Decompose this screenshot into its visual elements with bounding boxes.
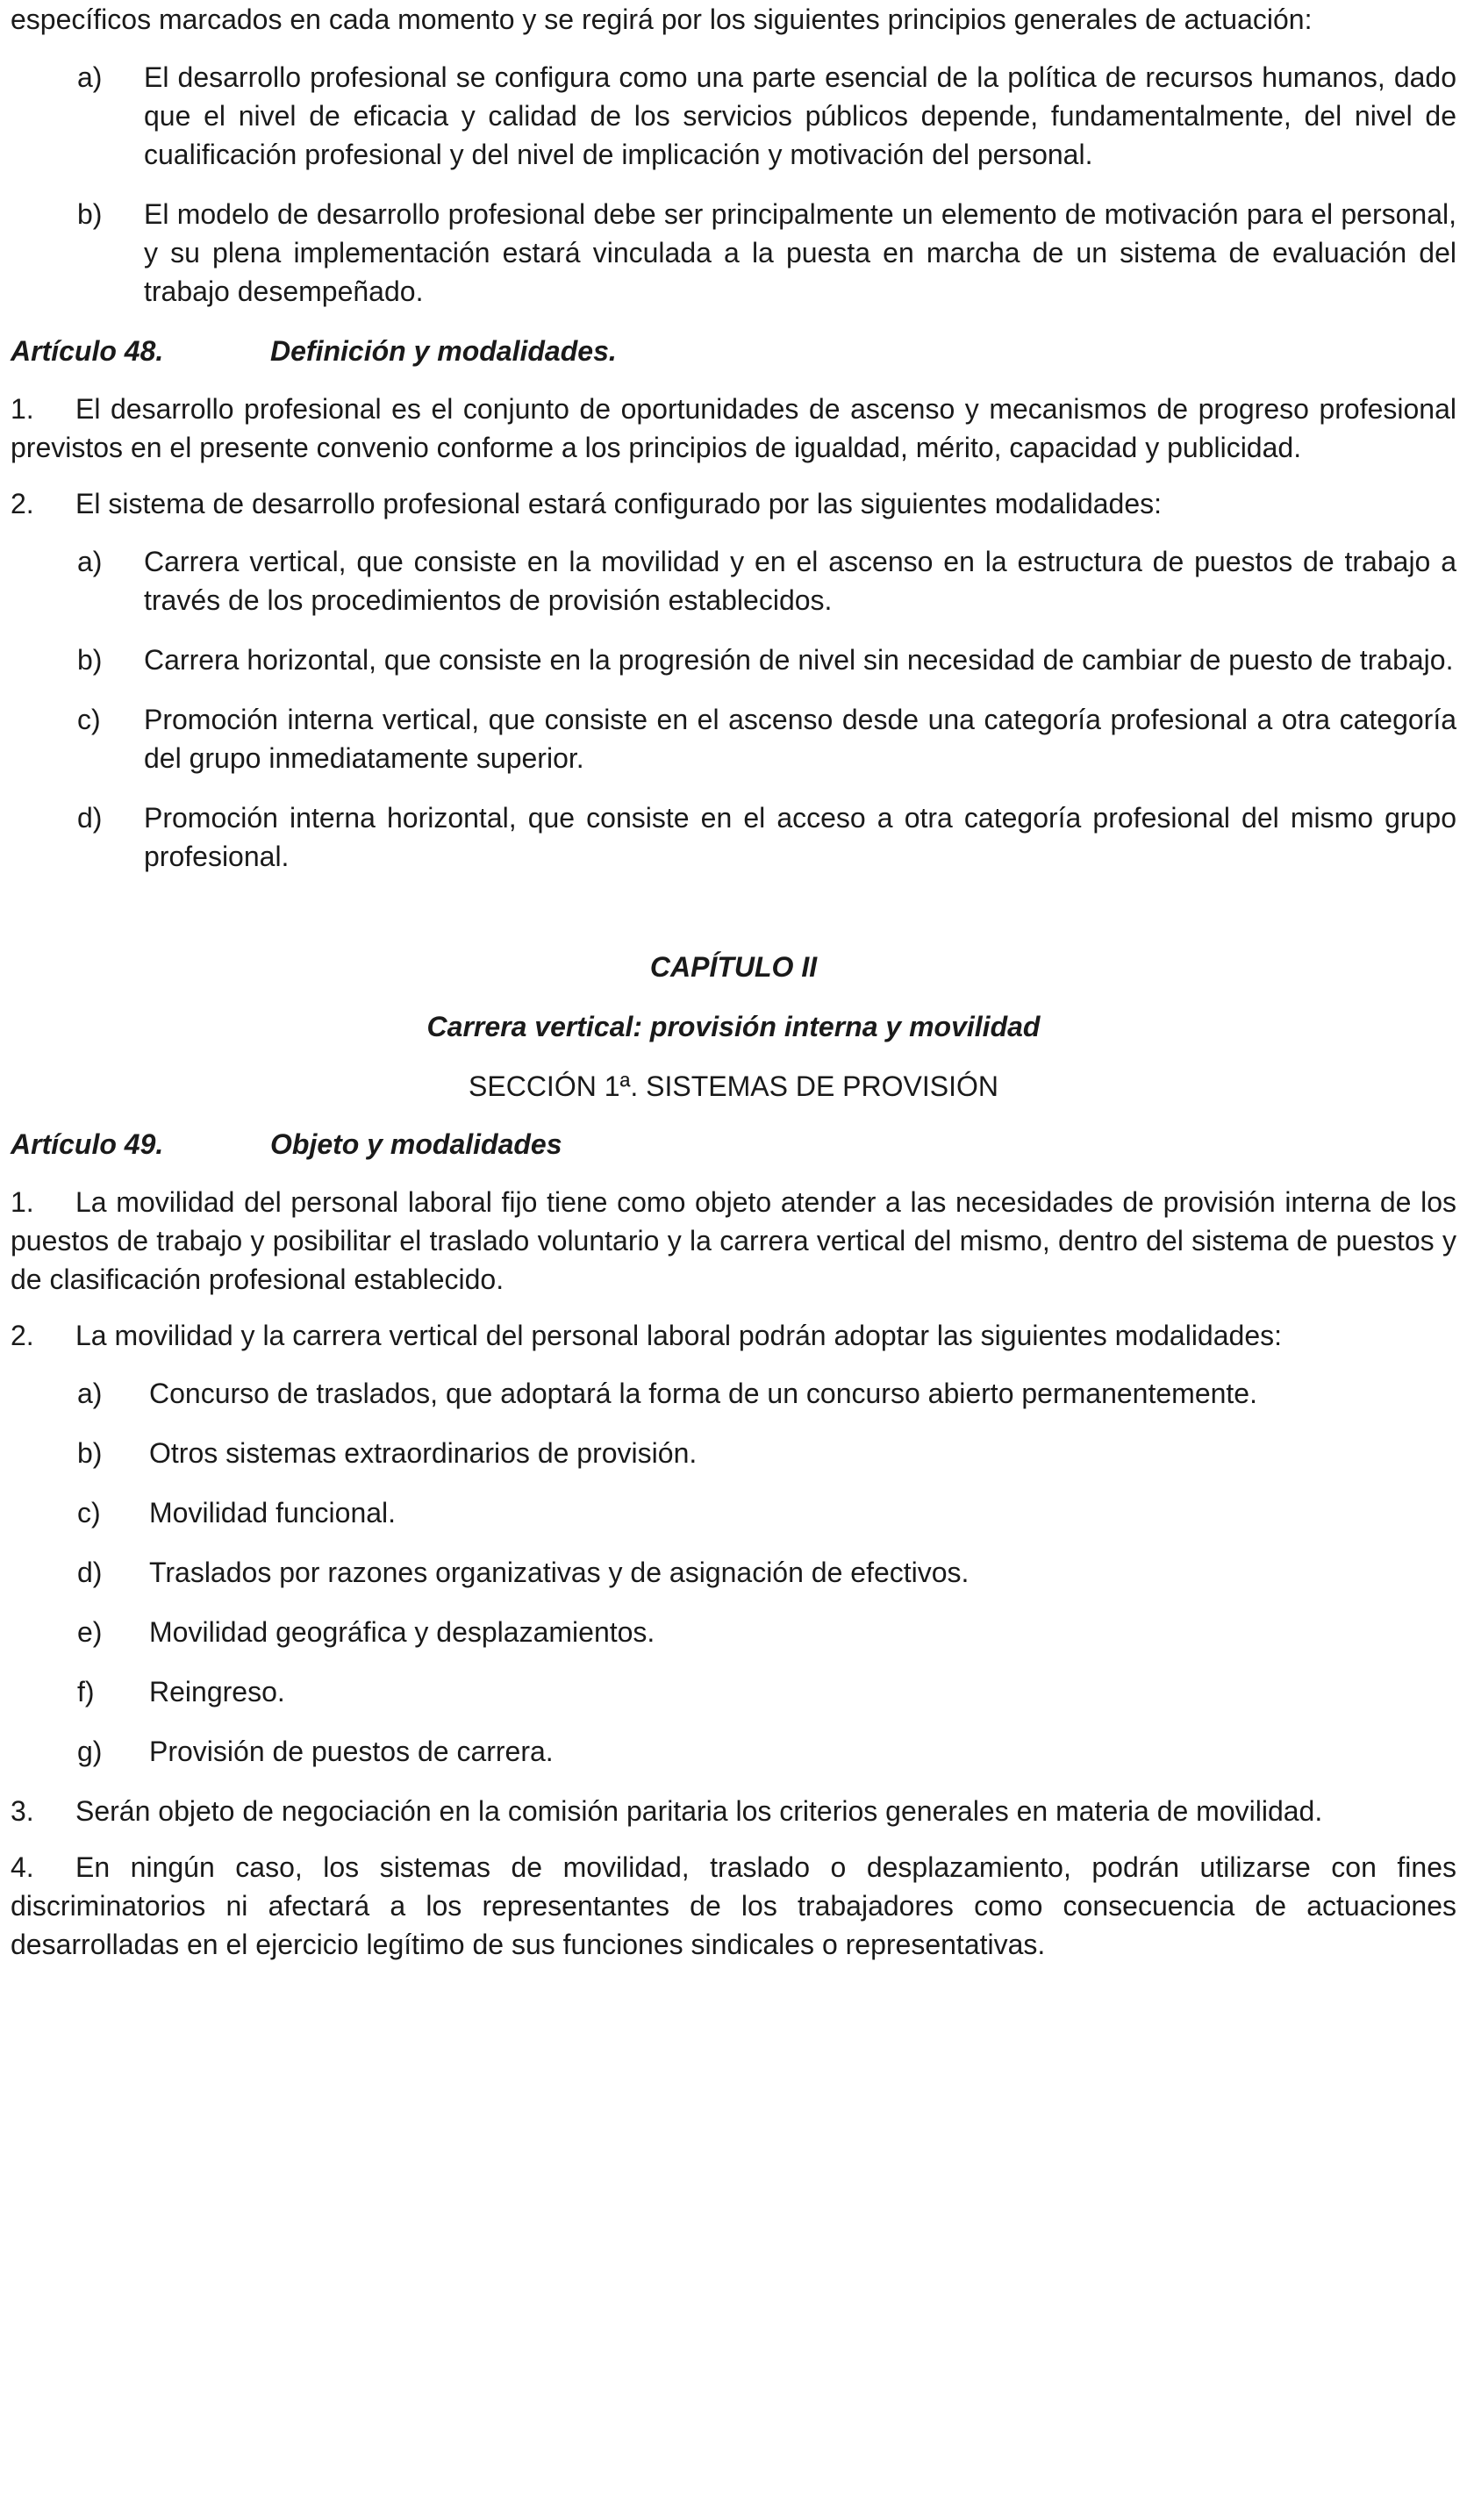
intro-list [77,58,1456,311]
list-item-text: Promoción interna horizontal, que consiste en el acceso a otra categoría profesional del mismo grupo profesional. [144,802,1456,872]
list-item-label: e) [77,1616,103,1648]
list-item [77,1493,1456,1532]
list-item-label: c) [77,704,101,735]
list-item [77,798,1456,876]
paragraph-text: El sistema de desarrollo profesional estará configurado por las siguientes modalidades: [75,488,1163,519]
paragraph-number: 1. [11,393,34,425]
list-item-text: Concurso de traslados, que adoptará la forma de un concurso abierto permanentemente. [149,1378,1257,1409]
article-49-paragraph-2 [11,1316,1456,1355]
paragraph-text: En ningún caso, los sistemas de movilidad, traslado o desplazamiento, podrán utilizarse con fines discriminatorios ni afectará a los representantes de los trabajadores como consecuencia de actuaciones desarrolladas en el ejercicio legítimo de sus funciones sindicales o representativas. [11,1851,1456,1960]
article-title: Definición y modalidades. [270,335,617,367]
paragraph-text: La movilidad del personal laboral fijo tiene como objeto atender a las necesidades de provisión interna de los puestos de trabajo y posibilitar el traslado voluntario y la carrera vertical del mismo, dentro del sistema de puestos y de clasificación profesional establecido. [11,1186,1456,1295]
article-number: Artículo 48. [11,335,164,367]
list-item-text: Otros sistemas extraordinarios de provisión. [149,1437,698,1469]
list-item-label: a) [77,546,103,577]
intro-paragraph: específicos marcados en cada momento y se regirá por los siguientes principios generales de actuación: [11,4,1313,35]
list-item-label: b) [77,1437,103,1469]
article-49-paragraph-4 [11,1848,1456,1964]
section-title: SECCIÓN 1ª. SISTEMAS DE PROVISIÓN [469,1070,998,1102]
paragraph-text: Serán objeto de negociación en la comisión paritaria los criterios generales en materia de movilidad. [75,1795,1323,1827]
list-item [77,1553,1456,1592]
list-item [77,542,1456,619]
chapter-title: CAPÍTULO II [649,951,818,983]
article-title: Objeto y modalidades [270,1128,562,1160]
list-item-label: b) [77,198,103,230]
list-item-text: Movilidad geográfica y desplazamientos. [149,1616,655,1648]
list-item [77,58,1456,174]
list-item [77,1374,1456,1413]
article-49-paragraph-3 [11,1792,1456,1830]
paragraph-number: 2. [11,1320,34,1351]
list-item-label: f) [77,1676,95,1707]
list-item-label: a) [77,61,103,93]
list-item-label: a) [77,1378,103,1409]
chapter-subtitle: Carrera vertical: provisión interna y movilidad [426,1011,1041,1042]
list-item-label: c) [77,1497,101,1528]
paragraph-number: 4. [11,1851,34,1883]
list-item-label: d) [77,1557,103,1588]
list-item-text: Provisión de puestos de carrera. [149,1736,554,1767]
list-item-text: Movilidad funcional. [149,1497,397,1528]
list-item [77,641,1456,679]
paragraph-text: El desarrollo profesional es el conjunto de oportunidades de ascenso y mecanismos de progreso profesional previstos en el presente convenio conforme a los principios de igualdad, mérito, capacidad y publicidad. [11,393,1456,463]
list-item-label: d) [77,802,103,834]
list-item-text: El desarrollo profesional se configura como una parte esencial de la política de recursos humanos, dado que el nivel de eficacia y calidad de los servicios públicos depende, fundamentalmente, del nivel de cualificación profesional y del nivel de implicación y motivación del personal. [144,61,1456,170]
paragraph-text: La movilidad y la carrera vertical del personal laboral podrán adoptar las siguientes modalidades: [75,1320,1282,1351]
article-49-paragraph-1 [11,1183,1456,1299]
list-item-text: Carrera horizontal, que consiste en la progresión de nivel sin necesidad de cambiar de puesto de trabajo. [144,644,1454,676]
list-item-text: Promoción interna vertical, que consiste en el ascenso desde una categoría profesional a otra categoría del grupo inmediatamente superior. [144,704,1456,774]
list-item [77,1732,1456,1771]
list-item [77,1434,1456,1472]
paragraph-number: 2. [11,488,34,519]
list-item [77,1613,1456,1651]
document-page [11,0,1456,1981]
list-item [77,1672,1456,1711]
article-48-paragraph-2 [11,484,1456,523]
paragraph-number: 3. [11,1795,34,1827]
list-item-label: g) [77,1736,103,1767]
article-48-list [77,542,1456,876]
list-item [77,700,1456,777]
article-49-heading [11,1125,1456,1163]
list-item-text: El modelo de desarrollo profesional debe ser principalmente un elemento de motivación para el personal, y su plena implementación estará vinculada a la puesta en marcha de un sistema de evaluación del trabajo desempeñado. [144,198,1456,307]
list-item-text: Traslados por razones organizativas y de asignación de efectivos. [149,1557,970,1588]
list-item [77,195,1456,311]
list-item-label: b) [77,644,103,676]
list-item-text: Reingreso. [149,1676,285,1707]
article-number: Artículo 49. [11,1128,164,1160]
list-item-text: Carrera vertical, que consiste en la movilidad y en el ascenso en la estructura de puestos de trabajo a través de los procedimientos de provisión establecidos. [144,546,1456,616]
paragraph-number: 1. [11,1186,34,1218]
article-48-paragraph-1 [11,390,1456,467]
article-49-list [77,1374,1456,1771]
article-48-heading [11,332,1456,370]
